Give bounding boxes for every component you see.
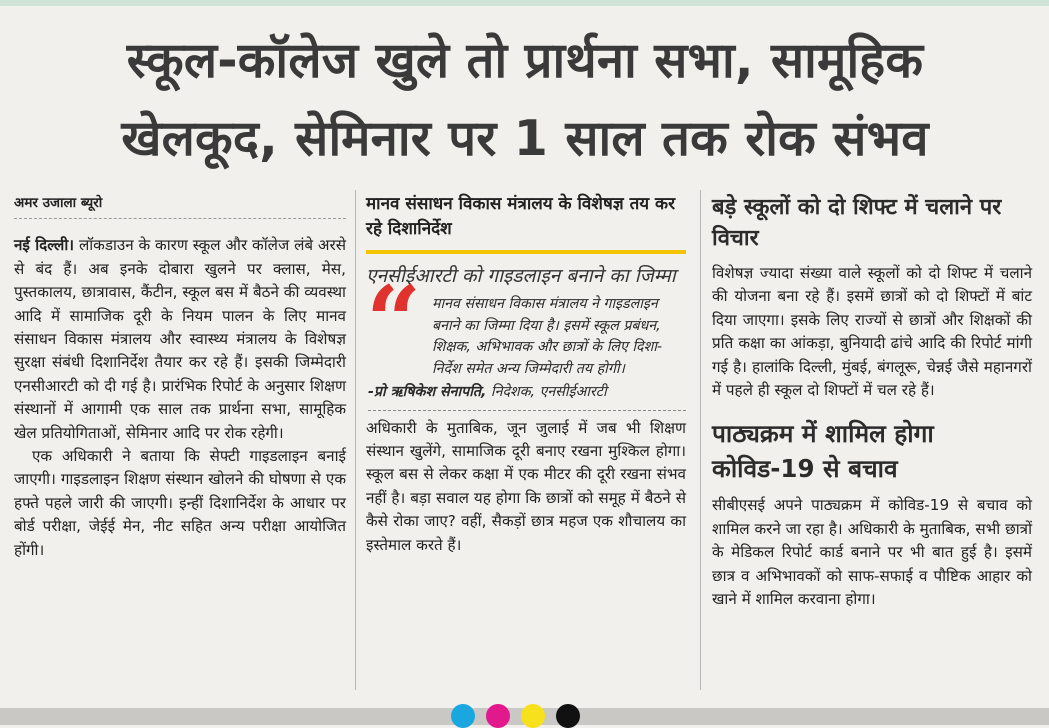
section-heading-shifts: बड़े स्कूलों को दो शिफ्ट में चलाने पर विचार [712,195,1002,251]
article-paragraph-3: अधिकारी के मुताबिक, जून जुलाई में जब भी शिक्षण संस्थान खुलेंगे, सामाजिक दूरी बनाए रखना मुश्किल होगा। स्कूल बस से लेकर कक्षा में एक मीटर की दूरी रखना संभव नहीं है। बड़ा सवाल यह होगा कि छात्रों को समूह में बैठने से कैसे रोका जाए? वहीं, सैकड़ों छात्र महज एक शौचालय का इस्तेमाल करते हैं। [366,418,686,554]
quote-author [368,382,686,411]
top-border [0,0,1049,6]
article-column-1 [14,192,346,562]
paragraph-text: लॉकडाउन के कारण स्कूल और कॉलेज लंबे अरसे से बंद हैं। अब इनके दोबारा खुलने पर क्लास, मेस, पुस्तकालय, छात्रावास, कैंटीन, स्कूल बस में बैठने की व्यवस्था आदि में सामाजिक दूरी के नियम पालन के लिए मानव संसाधन विकास मंत्रालय और स्वास्थ्य मंत्रालय के विशेषज्ञ सुरक्षा संबंधी दिशानिर्देश तैयार कर रहे हैं। इसकी जिम्मेदारी एनसीआरटी को दी गई है। प्रारंभिक रिपोर्ट के अनुसार शिक्षण संस्थानों में आगामी एक साल तक प्रार्थना सभा, सामूहिक खेल प्रतियोगिताओं, सेमिनार आदि पर रोक रहेगी। [14,236,347,442]
yellow-dot-icon [521,704,545,728]
black-dot-icon [556,704,580,728]
cyan-dot-icon [451,704,475,728]
quote-text: मानव संसाधन विकास मंत्रालय ने गाइडलाइन बनाने का जिम्मा दिया है। इसमें स्कूल प्रबंधन, शिक्षक, अभिभावक और छात्रों के लिए दिशा-निर्देश समेत अन्य जिम्मेदारी तय होगी। [432,296,663,377]
column-divider [700,190,701,690]
dateline: नई दिल्ली। [14,236,75,255]
section-heading-curriculum: पाठ्यक्रम में शामिल होगा कोविड-19 से बचाव [712,419,934,484]
kicker-headline: मानव संसाधन विकास मंत्रालय के विशेषज्ञ तय कर रहे दिशानिर्देश [366,192,686,254]
article-paragraph-2: एक अधिकारी ने बताया कि सेफ्टी गाइडलाइन बनाई जाएगी। गाइडलाइन शिक्षण संस्थान खोलने की घोषणा से एक हफ्ते पहले जारी की जाएगी। इन्हीं दिशानिर्देश के आधार पर बोर्ड परीक्षा, जेईई मेन, नीट सहित अन्य परीक्षा आयोजित होंगी। [14,447,346,559]
article-column-2 [366,192,686,557]
article-paragraph-4: विशेषज्ञ ज्यादा संख्या वाले स्कूलों को दो शिफ्ट में चलाने की योजना बना रहे हैं। इसमें छात्रों को दो शिफ्टों में बांट दिया जाएगा। इसके लिए राज्यों से छात्रों और शिक्षकों की प्रति कक्षा का आंकड़ा, बुनियादी ढांचे आदि की रिपोर्ट मांगी गई है। हालांकि दिल्ली, मुंबई, बंगलूरू, चेन्नई जैसे महानगरों में पहले ही स्कूल दो शिफ्टों में चल रहे हैं। [712,264,1032,400]
headline [10,22,1040,178]
quote-author-title: निदेशक, एनसीईआरटी [490,384,607,400]
article-column-3 [712,192,1032,611]
byline: अमर उजाला ब्यूरो [14,192,346,219]
article-paragraph-5: सीबीएसई अपने पाठ्यक्रम में कोविड-19 से बचाव को शामिल करने जा रहा है। अधिकारी के मुताबिक, सभी छात्रों के मेडिकल रिपोर्ट कार्ड बनाने पर भी बात हुई है। इसमें छात्र व अभिभावकों को साफ-सफाई व पौष्टिक आहार को खाने में शामिल करवाना होगा। [712,496,1032,609]
column-divider [355,190,356,690]
quote-author-name: -प्रो ऋषिकेश सेनापति, [368,384,487,400]
print-registration-dots [451,704,580,728]
subheadline: एनसीईआरटी को गाइडलाइन बनाने का जिम्मा [366,265,676,287]
quote-mark-icon: “ [366,265,422,378]
magenta-dot-icon [486,704,510,728]
article-paragraph-1 [14,234,346,445]
headline-line-2: खेलकूद, सेमिनार पर 1 साल तक रोक संभव [121,110,929,167]
headline-line-1: स्कूल-कॉलेज खुले तो प्रार्थना सभा, सामूहिक [126,32,924,89]
